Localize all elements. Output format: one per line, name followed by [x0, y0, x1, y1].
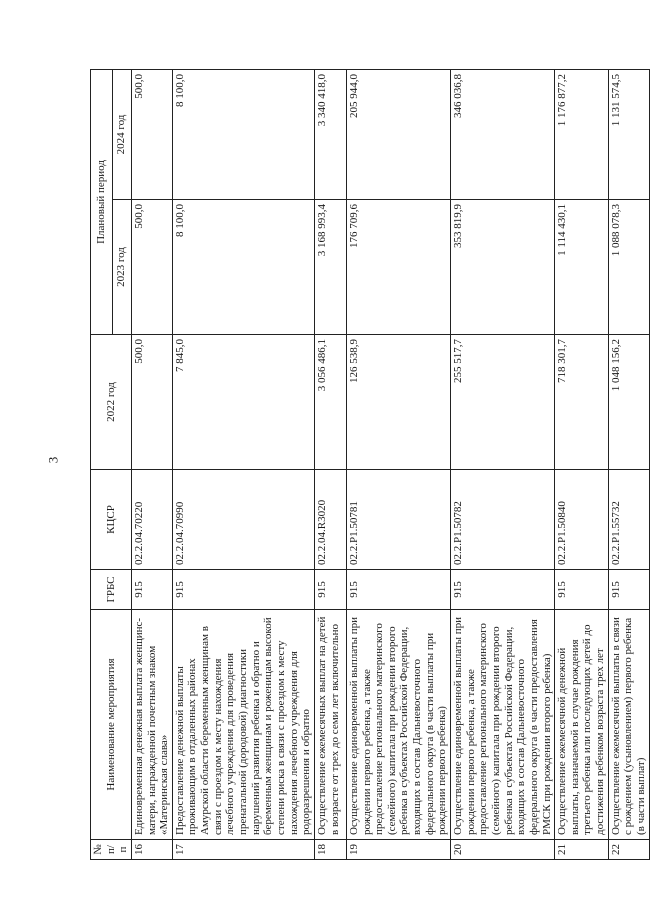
- row-2023: 1 114 430,1: [555, 200, 609, 335]
- row-kcsr: 02.2.P1.50840: [555, 470, 609, 570]
- row-kcsr: 02.2.04.R3020: [314, 470, 346, 570]
- header-2022: 2022 год: [91, 335, 132, 470]
- header-num: № п/п: [91, 840, 132, 860]
- header-planned-period: Плановый период: [91, 69, 113, 334]
- row-2023: 176 709,6: [346, 200, 450, 335]
- header-2024: 2024 год: [112, 69, 131, 199]
- row-2024: 1 131 574,5: [608, 69, 649, 199]
- row-grbs: 915: [131, 570, 172, 610]
- row-num: 16: [131, 840, 172, 860]
- budget-table: [90, 69, 650, 860]
- row-kcsr: 02.2.04.70990: [172, 470, 314, 570]
- row-grbs: 915: [346, 570, 450, 610]
- row-num: 22: [608, 840, 649, 860]
- row-num: 19: [346, 840, 450, 860]
- table-body: [131, 69, 649, 859]
- row-2023: 3 168 993,4: [314, 200, 346, 335]
- table-row: [451, 69, 555, 859]
- row-2022: 718 301,7: [555, 335, 609, 470]
- header-name: Наименование мероприятия: [91, 610, 132, 840]
- row-2022: 1 048 156,2: [608, 335, 649, 470]
- row-2024: 3 340 418,0: [314, 69, 346, 199]
- row-2022: 3 056 486,1: [314, 335, 346, 470]
- row-2024: 1 176 877,2: [555, 69, 609, 199]
- row-kcsr: 02.2.04.70220: [131, 470, 172, 570]
- row-2024: 8 100,0: [172, 69, 314, 199]
- row-num: 21: [555, 840, 609, 860]
- header-grbs: ГРБС: [91, 570, 132, 610]
- header-kcsr: КЦСР: [91, 470, 132, 570]
- row-kcsr: 02.2.P1.50781: [346, 470, 450, 570]
- row-grbs: 915: [314, 570, 346, 610]
- row-num: 20: [451, 840, 555, 860]
- row-grbs: 915: [555, 570, 609, 610]
- row-2023: 8 100,0: [172, 200, 314, 335]
- table-row: [555, 69, 609, 859]
- row-num: 17: [172, 840, 314, 860]
- table-row: [131, 69, 172, 859]
- table-row: [314, 69, 346, 859]
- table-row: [172, 69, 314, 859]
- table-row: [608, 69, 649, 859]
- row-2024: 205 944,0: [346, 69, 450, 199]
- page-number: 3: [45, 456, 61, 464]
- row-2024: 500,0: [131, 69, 172, 199]
- row-2023: 1 088 078,3: [608, 200, 649, 335]
- row-kcsr: 02.2.P1.50782: [451, 470, 555, 570]
- row-2024: 346 036,8: [451, 69, 555, 199]
- row-name: Осуществление ежемесячной денежной выплаты, назначаемой в случае рождения третьего ребенка или последующих детей до достижения ребенком возраста трех лет: [555, 610, 609, 840]
- table-row: [346, 69, 450, 859]
- row-2023: 353 819,9: [451, 200, 555, 335]
- row-grbs: 915: [172, 570, 314, 610]
- row-name: Осуществление ежемесячных выплат на детей в возрасте от трех до семи лет включительно: [314, 610, 346, 840]
- header-2023: 2023 год: [112, 200, 131, 335]
- row-grbs: 915: [608, 570, 649, 610]
- row-name: Осуществление единовременной выплаты при рождении первого ребенка, а также предоставление регионального материнского (семейного) капитала при рождении второго ребенка в субъектах Российской Федерации, входящих в состав Дальневосточного федерального округа (в части предоставления РМСК при рождении второго ребенка): [451, 610, 555, 840]
- row-num: 18: [314, 840, 346, 860]
- row-2022: 500,0: [131, 335, 172, 470]
- row-name: Предоставление денежной выплаты проживающим в отдаленных районах Амурской области беременным женщинам в связи с проездом к месту нахождения лечебного учреждения для проведения пренатальной (дородовой) диагностики нарушений развития ребенка и обратно и беременным женщинам и роженицам высокой степени риска в связи с проездом к месту нахождения лечебного учреждения для родоразрешения и обратно: [172, 610, 314, 840]
- rotated-table-container: [90, 70, 647, 860]
- row-kcsr: 02.2.P1.55732: [608, 470, 649, 570]
- row-name: Осуществление единовременной выплаты при рождении первого ребенка, а также предоставление регионального материнского (семейного) капитала при рождении второго ребенка в субъектах Российской Федерации, входящих в состав Дальневосточного федерального округа (в части выплаты при рождении первого ребенка): [346, 610, 450, 840]
- row-grbs: 915: [451, 570, 555, 610]
- row-2022: 126 538,9: [346, 335, 450, 470]
- row-name: Единовременная денежная выплата женщинс-матери, награжденной почетным знаком «Материнская слава»: [131, 610, 172, 840]
- row-2023: 500,0: [131, 200, 172, 335]
- row-name: Осуществление ежемесячной выплаты в связи с рождением (усыновлением) первого ребенка (в части выплат): [608, 610, 649, 840]
- row-2022: 255 517,7: [451, 335, 555, 470]
- row-2022: 7 845,0: [172, 335, 314, 470]
